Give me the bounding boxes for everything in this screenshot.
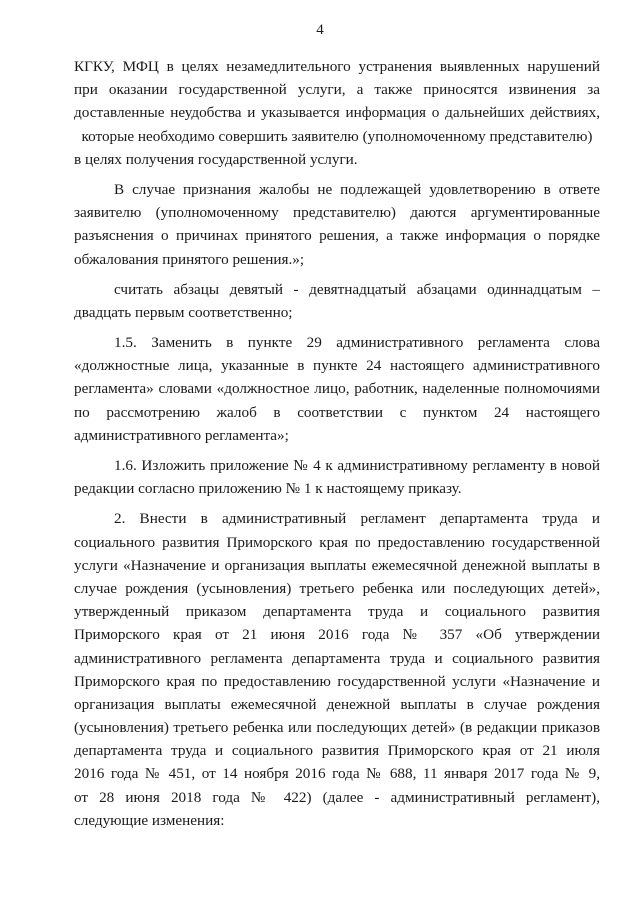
text-line: КГКУ, МФЦ в целях незамедлительного устранения выявленных нарушений	[74, 58, 600, 75]
text-line: обжалования принятого решения.»;	[74, 250, 305, 268]
text-line: Приморского края от 21 июня 2016 года № 357 «Об утверждении	[74, 626, 600, 644]
text-line: регламента» словами «должностное лицо, работник, наделенные полномочиями	[74, 380, 600, 398]
text-line: административного регламента»;	[74, 426, 289, 444]
paragraph	[74, 507, 600, 832]
text-line: Приморского края по предоставлению государственной услуги «Назначение и	[74, 672, 600, 690]
paragraph	[74, 278, 600, 324]
text-line: считать абзацы девятый - девятнадцатый абзацами одиннадцатым –	[114, 280, 600, 298]
text-line: 1.5. Заменить в пункте 29 административного регламента слова	[114, 334, 600, 352]
text-line: разъяснения о причинах принятого решения, а также информация о порядке	[74, 227, 600, 245]
text-line: 2. Внести в административный регламент департамента труда и	[114, 510, 600, 528]
text-line: по рассмотрению жалоб в соответствии с пунктом 24 настоящего	[74, 403, 600, 421]
paragraph	[74, 178, 600, 271]
paragraph	[74, 454, 600, 500]
paragraph	[74, 331, 600, 447]
document-body	[74, 55, 600, 839]
text-line: в целях получения государственной услуги.	[74, 150, 358, 168]
text-line: доставленные неудобства и указывается информация о дальнейших действиях,	[74, 104, 600, 122]
text-line: В случае признания жалобы не подлежащей удовлетворению в ответе	[114, 180, 600, 198]
text-line: организация выплаты ежемесячной денежной выплаты в случае рождения	[74, 695, 600, 713]
page-number: 4	[316, 22, 324, 38]
text-line: административного регламента департамента труда и социального развития	[74, 649, 600, 667]
text-line: услуги «Назначение и организация выплаты ежемесячной денежной выплаты в	[74, 556, 600, 574]
text-line: утвержденный приказом департамента труда и социального развития	[74, 603, 600, 621]
text-line: случае рождения (усыновления) третьего ребенка или последующих детей»,	[74, 579, 600, 597]
text-line: «должностные лица, указанные в пункте 24 настоящего административного	[74, 357, 600, 375]
text-line: социального развития Приморского края по предоставлению государственной	[74, 533, 600, 551]
text-line: редакции согласно приложению № 1 к настоящему приказу.	[74, 480, 462, 498]
text-line: департамента труда и социального развития Приморского края от 21 июля	[74, 742, 600, 760]
text-line: двадцать первым соответственно;	[74, 303, 293, 321]
text-line: от 28 июня 2018 года № 422) (далее - административный регламент),	[74, 788, 600, 806]
text-line: 2016 года № 451, от 14 ноября 2016 года № 688, 11 января 2017 года № 9,	[74, 765, 600, 783]
text-line: заявителю (уполномоченному представителю) даются аргументированные	[74, 204, 600, 222]
text-line: (усыновления) третьего ребенка или последующих детей» (в редакции приказов	[74, 719, 600, 737]
text-line: следующие изменения:	[74, 811, 225, 829]
text-line: при оказании государственной услуги, а также приносятся извинения за	[74, 81, 600, 99]
text-line: 1.6. Изложить приложение № 4 к административному регламенту в новой	[114, 457, 600, 474]
paragraph	[74, 55, 600, 171]
text-line: которые необходимо совершить заявителю (уполномоченному представителю)	[81, 127, 593, 145]
